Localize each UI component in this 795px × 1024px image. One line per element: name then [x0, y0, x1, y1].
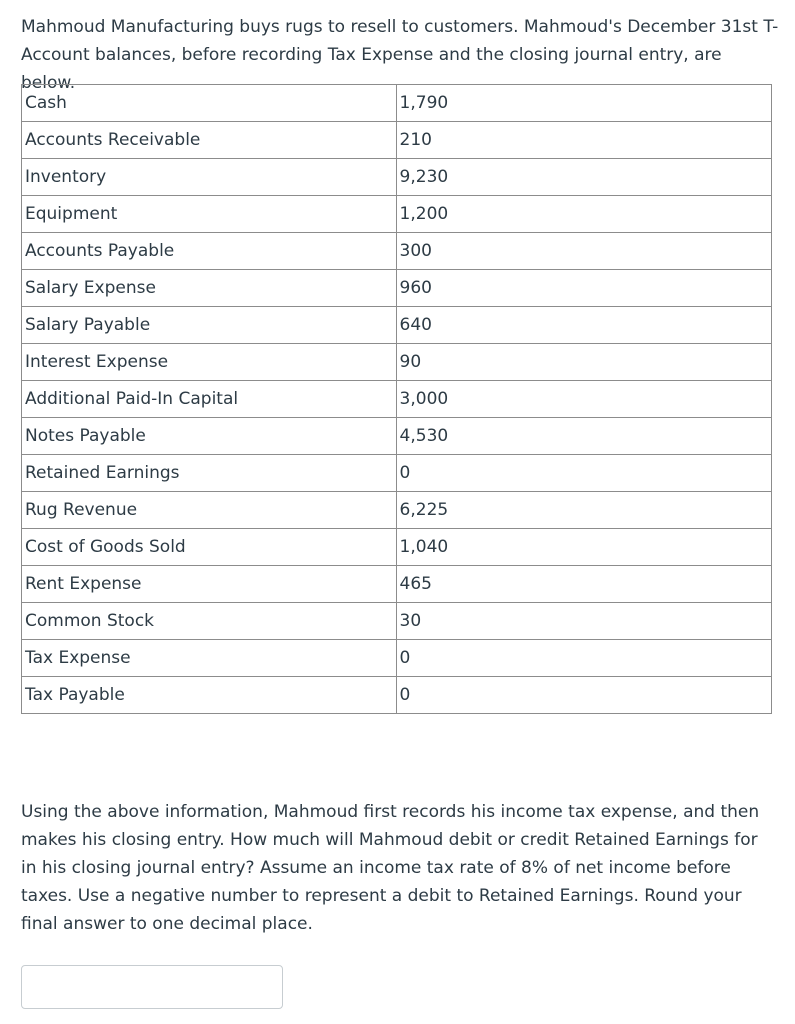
account-name-cell: Notes Payable — [22, 418, 397, 455]
table-row — [22, 455, 772, 492]
table-row — [22, 270, 772, 307]
account-name-cell: Tax Payable — [22, 677, 397, 714]
answer-input[interactable] — [21, 965, 283, 1009]
account-name-cell: Equipment — [22, 196, 397, 233]
table-row — [22, 492, 772, 529]
account-name-cell: Cost of Goods Sold — [22, 529, 397, 566]
table-row — [22, 196, 772, 233]
table-row — [22, 233, 772, 270]
account-name-cell: Cash — [22, 85, 397, 122]
account-name-cell: Accounts Receivable — [22, 122, 397, 159]
table-row — [22, 381, 772, 418]
table-row — [22, 122, 772, 159]
account-balance-cell: 1,790 — [396, 85, 771, 122]
intro-paragraph: Mahmoud Manufacturing buys rugs to resell to customers. Mahmoud's December 31st T-Account balances, before recording Tax Expense and the closing journal entry, are below. — [21, 17, 779, 93]
account-name-cell: Rent Expense — [22, 566, 397, 603]
account-name-cell: Interest Expense — [22, 344, 397, 381]
account-balance-cell: 210 — [396, 122, 771, 159]
account-balance-cell: 1,040 — [396, 529, 771, 566]
account-name-cell: Additional Paid-In Capital — [22, 381, 397, 418]
table-row — [22, 307, 772, 344]
account-balance-cell: 960 — [396, 270, 771, 307]
account-balance-cell: 0 — [396, 677, 771, 714]
account-name-cell: Salary Expense — [22, 270, 397, 307]
table-row — [22, 85, 772, 122]
account-balance-cell: 4,530 — [396, 418, 771, 455]
table-row — [22, 640, 772, 677]
account-balance-cell: 90 — [396, 344, 771, 381]
account-name-cell: Salary Payable — [22, 307, 397, 344]
question-paragraph: Using the above information, Mahmoud first records his income tax expense, and then makes his closing entry. How much will Mahmoud debit or credit Retained Earnings for in his closing journal entry? Assume an income tax rate of 8% of net income before taxes. Use a negative number to represent a debit to Retained Earnings. Round your final answer to one decimal place. — [21, 802, 760, 934]
t-account-balances-table — [21, 84, 772, 714]
account-balance-cell: 30 — [396, 603, 771, 640]
account-name-cell: Common Stock — [22, 603, 397, 640]
table-row — [22, 159, 772, 196]
table-row — [22, 529, 772, 566]
account-balance-cell: 9,230 — [396, 159, 771, 196]
t-account-balances-body — [22, 85, 772, 714]
table-row — [22, 566, 772, 603]
account-balance-cell: 465 — [396, 566, 771, 603]
account-balance-cell: 640 — [396, 307, 771, 344]
account-name-cell: Tax Expense — [22, 640, 397, 677]
account-balance-cell: 1,200 — [396, 196, 771, 233]
account-name-cell: Inventory — [22, 159, 397, 196]
account-name-cell: Retained Earnings — [22, 455, 397, 492]
account-name-cell: Accounts Payable — [22, 233, 397, 270]
account-balance-cell: 3,000 — [396, 381, 771, 418]
account-name-cell: Rug Revenue — [22, 492, 397, 529]
account-balance-cell: 300 — [396, 233, 771, 270]
account-balance-cell: 6,225 — [396, 492, 771, 529]
account-balance-cell: 0 — [396, 640, 771, 677]
table-row — [22, 677, 772, 714]
table-row — [22, 418, 772, 455]
table-row — [22, 344, 772, 381]
table-row — [22, 603, 772, 640]
account-balance-cell: 0 — [396, 455, 771, 492]
